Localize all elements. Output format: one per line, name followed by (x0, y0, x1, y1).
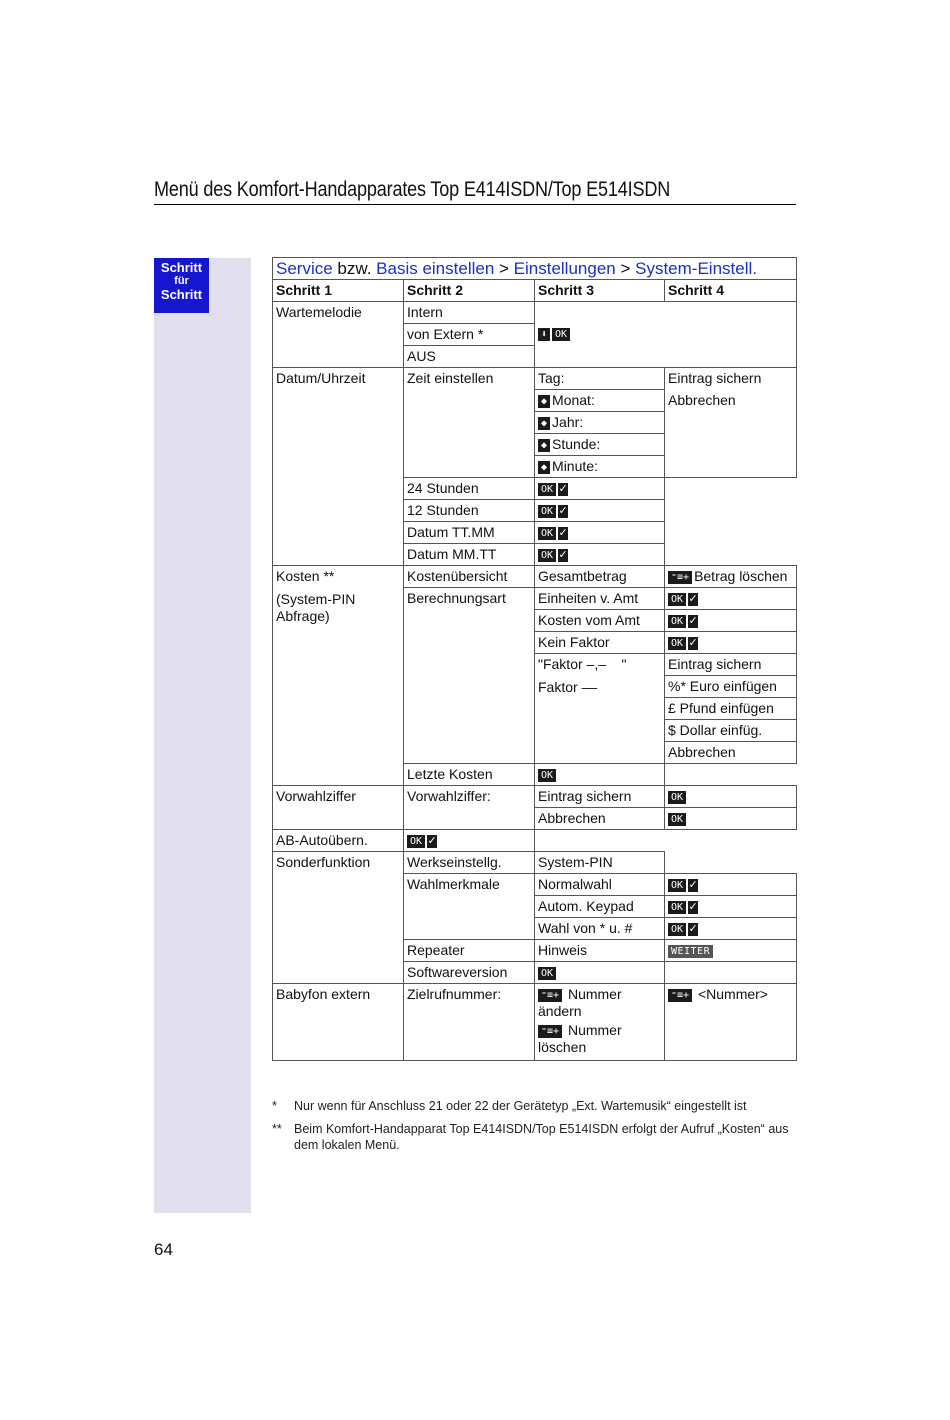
cell (665, 940, 797, 962)
column-header: Schritt 3 (535, 280, 665, 302)
cell (535, 522, 665, 544)
cell (665, 984, 797, 1061)
nav-key-icon: ◆ (538, 439, 550, 452)
cell-text: Jahr: (552, 414, 584, 430)
table-row (273, 786, 797, 808)
cell: Vorwahlziffer (273, 786, 404, 830)
cell (665, 610, 797, 632)
path-bzw: bzw. (332, 259, 377, 278)
path-einstellungen: Einstellungen (513, 259, 616, 278)
cell: Kostenübersicht (404, 566, 535, 588)
cell-text: Betrag löschen (694, 568, 788, 584)
cell-text: "Faktor –,– " (538, 656, 627, 672)
table-row (273, 566, 797, 588)
cell: Eintrag sichern (665, 654, 797, 676)
ok-key-icon: OK (538, 549, 556, 562)
cell-text: Monat: (552, 392, 595, 408)
edit-key-icon: ⁼≡+ (538, 989, 562, 1002)
check-icon: ✓ (558, 548, 568, 561)
cell (404, 830, 535, 852)
cell: Letzte Kosten (404, 764, 535, 786)
path-system: System-Einstell. (635, 259, 757, 278)
cell (665, 500, 797, 522)
cell (665, 478, 797, 500)
table-row (273, 368, 797, 390)
cell: Abbrechen (665, 390, 797, 478)
cell: %* Euro einfügen (665, 676, 797, 698)
cell (665, 808, 797, 830)
cell (665, 632, 797, 654)
badge-line3: Schritt (160, 287, 203, 302)
edit-key-icon: ⁼≡+ (668, 989, 692, 1002)
path-service: Service (276, 259, 333, 278)
cell (665, 830, 797, 852)
ok-key-icon: OK (552, 328, 570, 341)
cell: Softwareversion (404, 962, 535, 984)
cell-text: (System-PIN Abfrage) (276, 591, 356, 624)
cell (665, 764, 797, 786)
check-icon: ✓ (688, 636, 698, 649)
cell (665, 852, 797, 874)
path-sep: > (615, 259, 636, 278)
table-row (273, 852, 797, 874)
cell (665, 324, 797, 346)
table-row (273, 984, 797, 1061)
check-icon: ✓ (427, 834, 437, 847)
cell (535, 764, 665, 786)
cell (665, 522, 797, 544)
cell: Babyfon extern (273, 984, 404, 1061)
cell-text: Kosten ** (276, 568, 335, 584)
ok-key-icon: OK (668, 813, 686, 826)
cell (665, 544, 797, 566)
cell (273, 566, 404, 786)
check-icon: ✓ (688, 614, 698, 627)
check-icon: ✓ (558, 482, 568, 495)
check-icon: ✓ (688, 878, 698, 891)
cell: Hinweis (535, 940, 665, 962)
ok-key-icon: OK (538, 505, 556, 518)
edit-key-icon: ⁼≡+ (668, 571, 692, 584)
nav-key-icon: ◆ (538, 461, 550, 474)
cell: Abbrechen (535, 808, 665, 830)
footnote-mark: ** (272, 1122, 282, 1136)
badge-line2: für (174, 275, 189, 287)
cell (535, 500, 665, 522)
ok-key-icon: OK (668, 879, 686, 892)
cell (665, 566, 797, 588)
cell (665, 786, 797, 808)
ok-key-icon: OK (538, 527, 556, 540)
cell (535, 544, 665, 566)
column-header-row (273, 280, 797, 302)
page-number: 64 (154, 1240, 173, 1259)
cell (665, 918, 797, 940)
cell-text: Nummer löschen (538, 1022, 622, 1055)
cell: 24 Stunden (404, 478, 535, 500)
ok-key-icon: OK (668, 593, 686, 606)
cell: Abbrechen (665, 742, 797, 764)
nav-key-icon: ◆ (538, 395, 550, 408)
cell: Einheiten v. Amt (535, 588, 665, 610)
cell (535, 390, 665, 412)
cell: AUS (404, 346, 535, 368)
cell: Intern (404, 302, 535, 324)
ok-key-icon: OK (668, 901, 686, 914)
badge-line1: Schritt (160, 260, 203, 275)
cell: Zielrufnummer: (404, 984, 535, 1061)
footnote-text: Beim Komfort-Handapparat Top E414ISDN/Top E514ISDN erfolgt der Aufruf „Kosten“ aus dem lokalen Menü. (294, 1122, 789, 1152)
ok-key-icon: OK (668, 923, 686, 936)
cell (535, 434, 665, 456)
check-icon: ✓ (688, 922, 698, 935)
cell-text: Faktor –– (538, 679, 598, 695)
ok-key-icon: OK (668, 791, 686, 804)
cell: 12 Stunden (404, 500, 535, 522)
cell: Sonderfunktion (273, 852, 404, 984)
cell: Kosten vom Amt (535, 610, 665, 632)
cell-text: Minute: (552, 458, 598, 474)
footnotes (272, 1098, 802, 1160)
ok-key-icon: OK (668, 637, 686, 650)
ok-key-icon: OK (538, 769, 556, 782)
page-title: Menü des Komfort-Handapparates Top E414ISDN/Top E514ISDN (154, 178, 671, 201)
cell: Berechnungsart (404, 588, 535, 764)
cell (665, 874, 797, 896)
cell (535, 654, 665, 764)
path-basis: Basis einstellen (376, 259, 495, 278)
page-header (154, 178, 796, 205)
cell: Zeit einstellen (404, 368, 535, 478)
cell-text: Nummer ändern (538, 986, 622, 1019)
cell (535, 478, 665, 500)
cell: Gesamtbetrag (535, 566, 665, 588)
table-row (273, 830, 797, 852)
cell (535, 346, 665, 368)
footnote-mark: * (272, 1099, 277, 1113)
cell: Autom. Keypad (535, 896, 665, 918)
cell: Werkseinstellg. (404, 852, 535, 874)
cell (665, 896, 797, 918)
menu-path (273, 258, 797, 280)
check-icon: ✓ (558, 526, 568, 539)
cell (665, 346, 797, 368)
cell (665, 962, 797, 984)
cell: Datum TT.MM (404, 522, 535, 544)
cell: Kein Faktor (535, 632, 665, 654)
footnote (272, 1098, 802, 1114)
cell: Tag: (535, 368, 665, 390)
ok-key-icon: OK (407, 835, 425, 848)
cell-entry (538, 1022, 661, 1056)
check-icon: ✓ (558, 504, 568, 517)
cell (535, 962, 665, 984)
cell-text: <Nummer> (697, 986, 768, 1002)
cell: Eintrag sichern (535, 786, 665, 808)
sidebar-band (154, 258, 251, 1213)
cell: Wahl von * u. # (535, 918, 665, 940)
weiter-key-icon: WEITER (668, 945, 713, 958)
cell: £ Pfund einfügen (665, 698, 797, 720)
column-header: Schritt 4 (665, 280, 797, 302)
footnote-text: Nur wenn für Anschluss 21 oder 22 der Gerätetyp „Ext. Wartemusik“ eingestellt ist (294, 1099, 747, 1113)
cell (535, 830, 665, 852)
cell (535, 412, 665, 434)
cell (535, 456, 665, 478)
cell: Wartemelodie (273, 302, 404, 368)
step-by-step-badge (154, 258, 209, 313)
cell: Normalwahl (535, 874, 665, 896)
cell: Datum MM.TT (404, 544, 535, 566)
cell: $ Dollar einfüg. (665, 720, 797, 742)
footnote (272, 1121, 802, 1153)
cell-entry (538, 986, 661, 1020)
cell: AB-Autoübern. (273, 830, 404, 852)
cell: Datum/Uhrzeit (273, 368, 404, 566)
check-icon: ✓ (688, 900, 698, 913)
cell (535, 324, 665, 346)
edit-key-icon: ⁼≡+ (538, 1025, 562, 1038)
cell: von Extern * (404, 324, 535, 346)
ok-key-icon: OK (538, 967, 556, 980)
menu-table (272, 257, 797, 1061)
cell: Wahlmerkmale (404, 874, 535, 940)
cell (535, 984, 665, 1061)
check-icon: ✓ (688, 592, 698, 605)
cell: System-PIN (535, 852, 665, 874)
cell-text: Stunde: (552, 436, 601, 452)
cell: Eintrag sichern (665, 368, 797, 390)
path-sep: > (494, 259, 514, 278)
cell: Vorwahlziffer: (404, 786, 535, 830)
ok-key-icon: OK (668, 615, 686, 628)
ok-key-icon: OK (538, 483, 556, 496)
table-row (273, 302, 797, 324)
cell (665, 588, 797, 610)
arrow-down-icon: ⬇ (538, 328, 550, 341)
cell: Repeater (404, 940, 535, 962)
column-header: Schritt 1 (273, 280, 404, 302)
cell (535, 302, 665, 324)
cell (665, 302, 797, 324)
nav-key-icon: ◆ (538, 417, 550, 430)
column-header: Schritt 2 (404, 280, 535, 302)
